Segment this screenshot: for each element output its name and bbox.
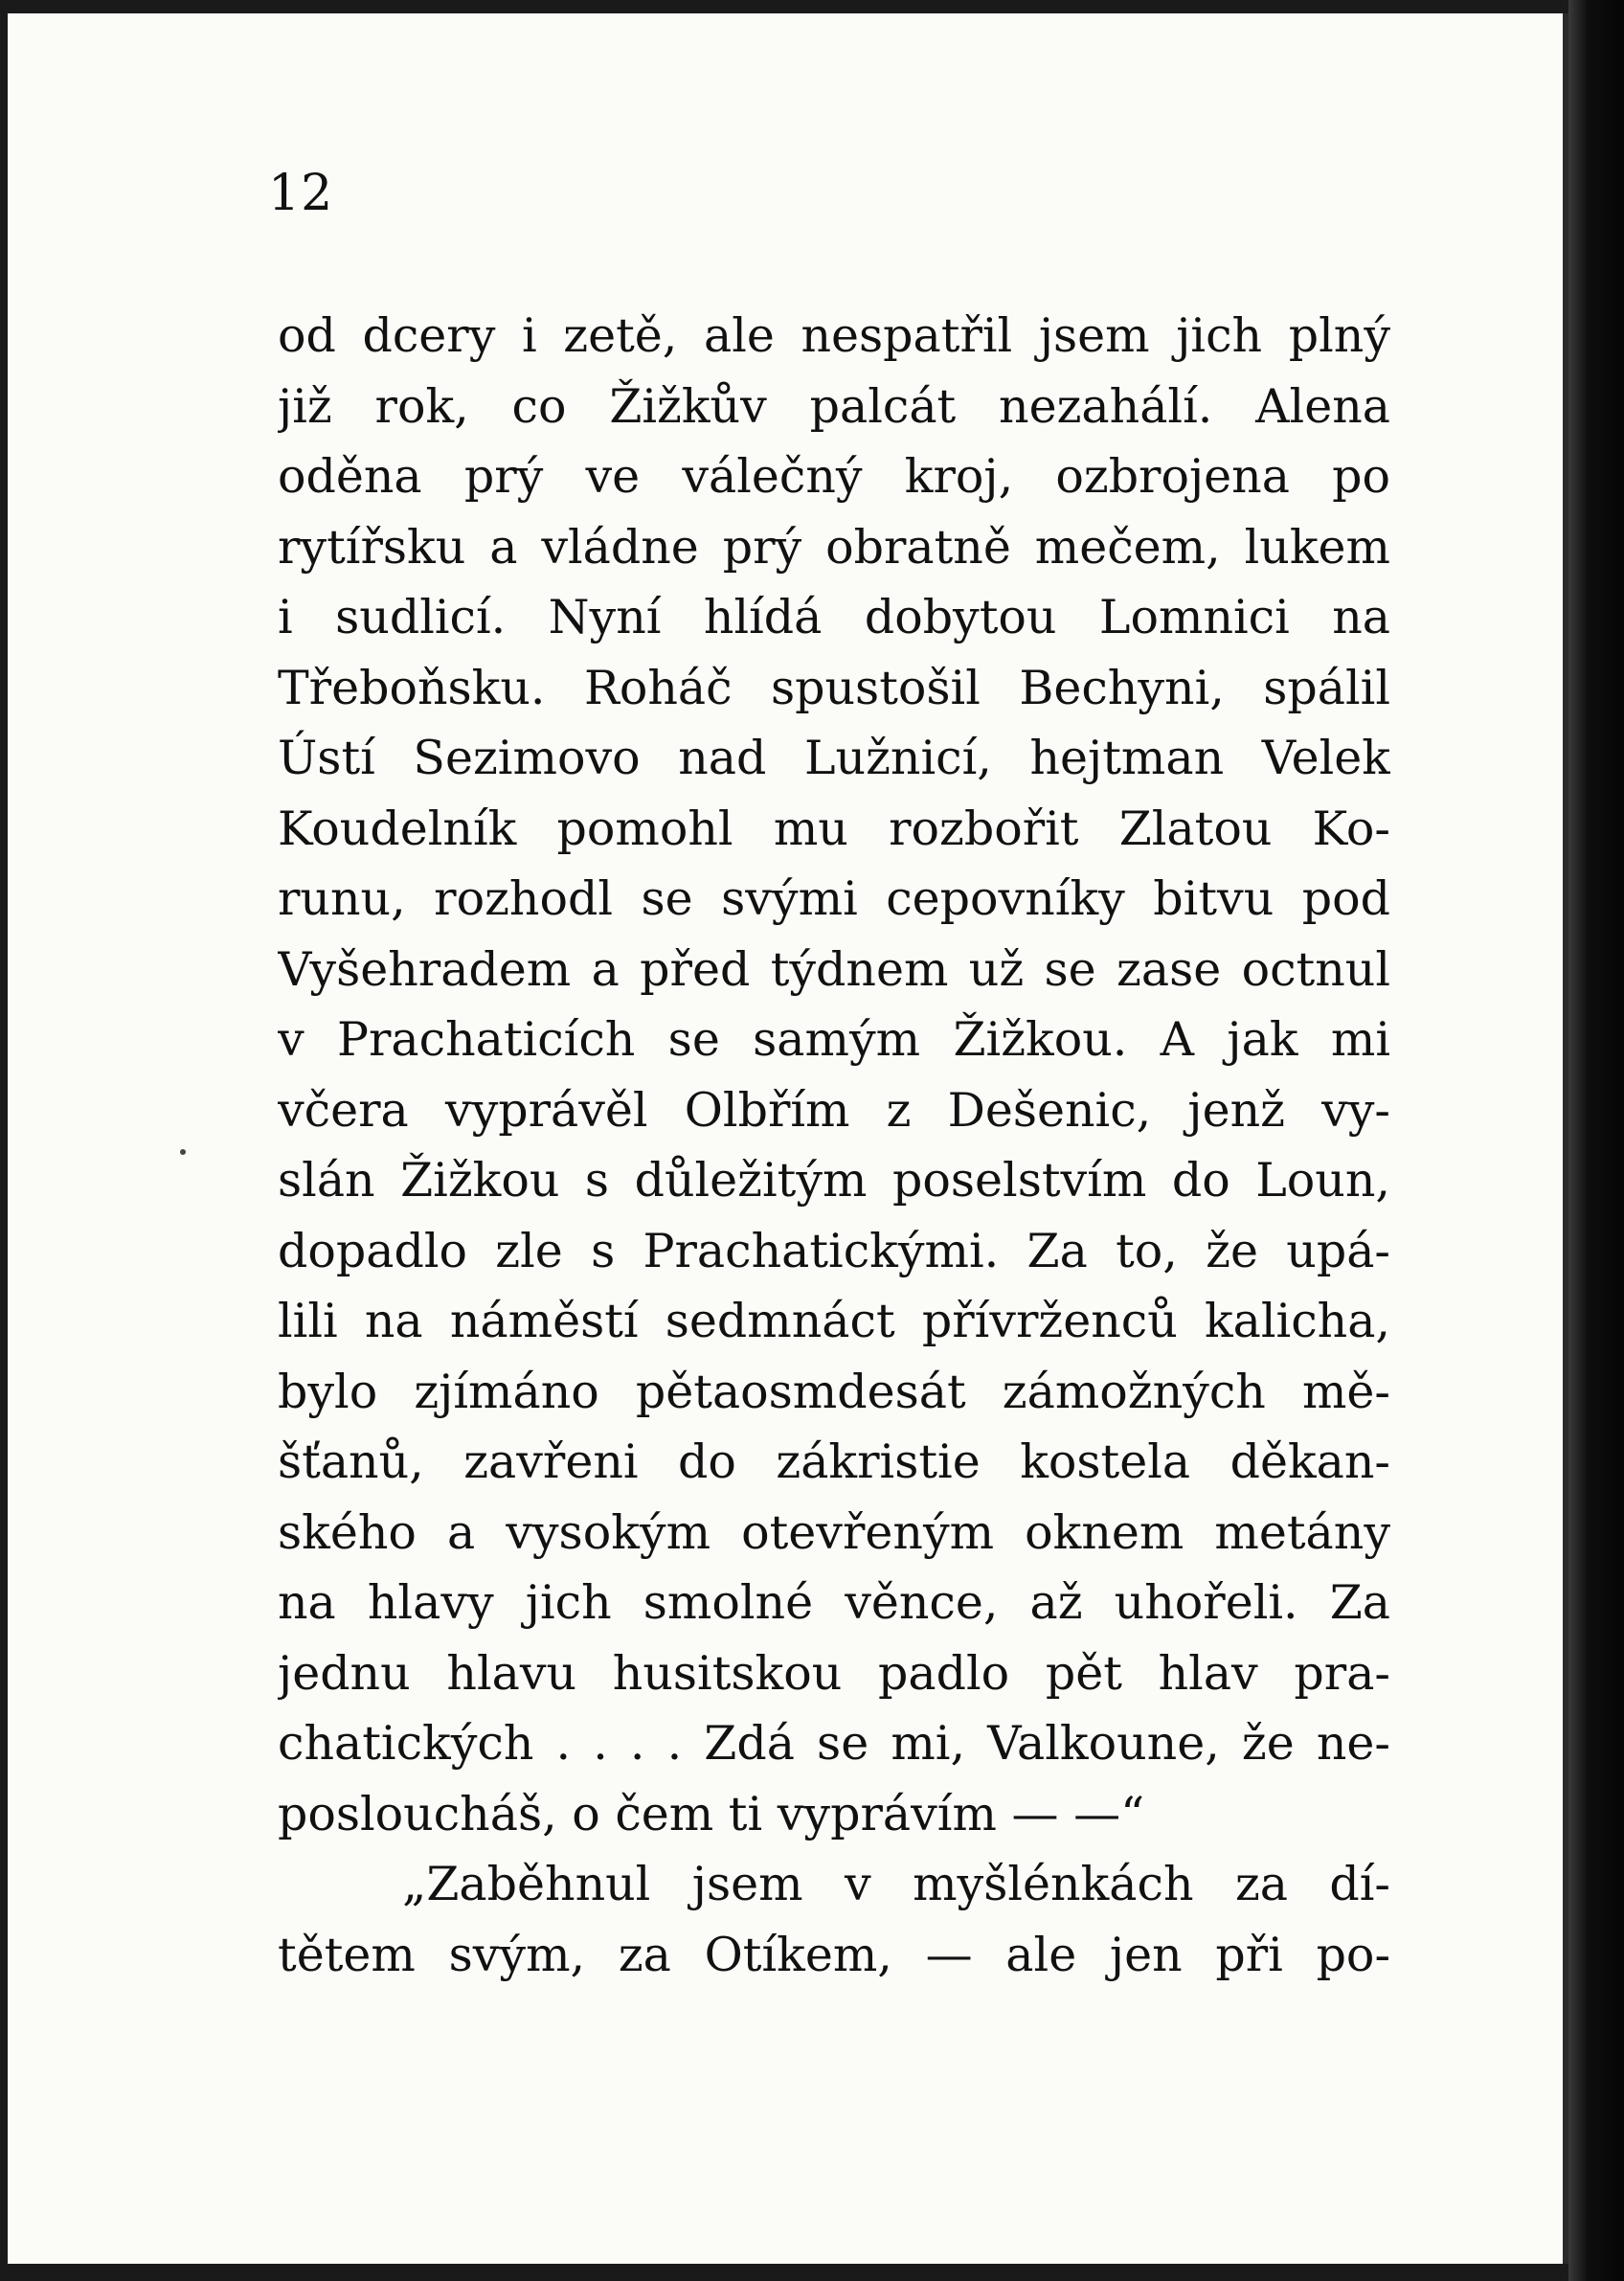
text-line: rytířsku a vládne prý obratně mečem, lukem [278,519,1390,575]
text-line: runu, rozhodl se svými cepovníky bitvu pod [278,871,1390,926]
text-line: posloucháš, o čem ti vyprávím — —“ [278,1786,1145,1841]
text-line: oděna prý ve válečný kroj, ozbrojena po [278,449,1390,504]
text-line: v Prachaticích se samým Žižkou. A jak mi [278,1012,1390,1067]
text-line: tětem svým, za Otíkem, — ale jen při po- [278,1927,1390,1982]
text-line: Třeboňsku. Roháč spustošil Bechyni, spálil [278,660,1390,715]
body-text [278,301,1390,1990]
page-number: 12 [268,165,334,222]
book-spine-shadow [1568,0,1624,2281]
text-line: dopadlo zle s Prachatickými. Za to, že upá- [278,1223,1390,1278]
text-line: na hlavy jich smolné věnce, až uhořeli. Za [278,1575,1390,1630]
text-line: od dcery i zetě, ale nespatřil jsem jich plný [278,308,1390,363]
text-line: Vyšehradem a před týdnem už se zase octnul [278,941,1390,997]
text-line: již rok, co Žižkův palcát nezahálí. Alena [278,378,1390,434]
text-line: chatických . . . . Zdá se mi, Valkoune, že ne- [278,1716,1390,1771]
text-line: lili na náměstí sedmnáct přívrženců kalicha, [278,1294,1390,1348]
text-line: jednu hlavu husitskou padlo pět hlav pra- [278,1645,1390,1701]
text-line: včera vyprávěl Olbřím z Dešenic, jenž vy- [278,1082,1390,1138]
text-line: i sudlicí. Nyní hlídá dobytou Lomnici na [278,590,1390,644]
text-line: Ústí Sezimovo nad Lužnicí, hejtman Velek [278,731,1390,785]
book-page [8,13,1568,2264]
text-line: Koudelník pomohl mu rozbořit Zlatou Ko- [278,801,1390,856]
text-line: ského a vysokým otevřeným oknem metány [278,1504,1390,1560]
text-line: bylo zjímáno pětaosmdesát zámožných mě- [278,1364,1390,1419]
text-line-indented: „Zaběhnul jsem v myšlénkách za dí- [402,1857,1390,1911]
text-line: slán Žižkou s důležitým poselstvím do Loun, [278,1153,1390,1208]
text-line: šťanů, zavřeni do zákristie kostela děkan- [278,1434,1390,1489]
margin-speck [180,1149,186,1155]
